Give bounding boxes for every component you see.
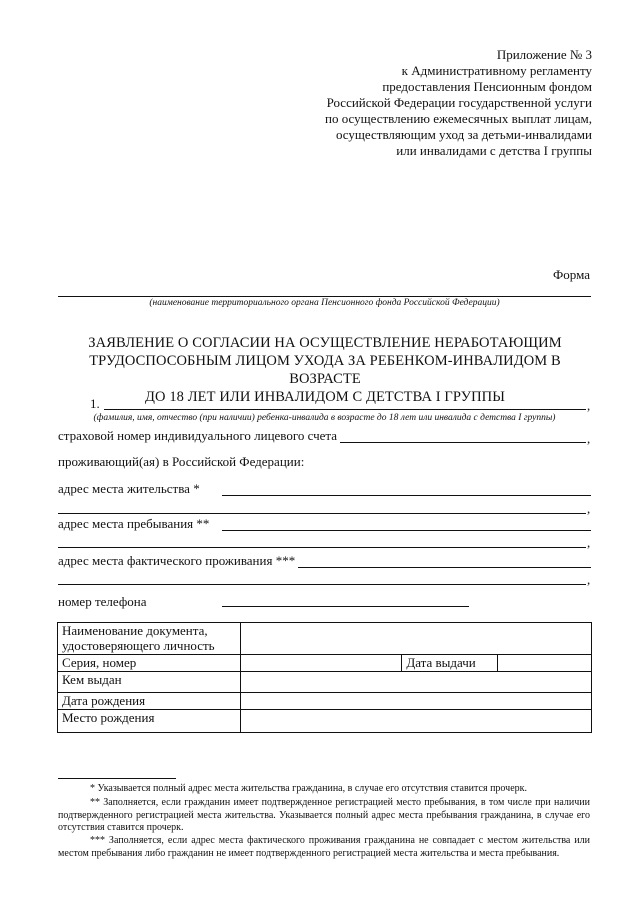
comma: , [587,431,591,446]
org-name-line[interactable] [58,296,591,297]
title-line: ЗАЯВЛЕНИЕ О СОГЛАСИИ НА ОСУЩЕСТВЛЕНИЕ НЕРАБОТАЮЩИМ [88,335,562,351]
footnote-3: *** Заполняется, если адрес места фактического проживания гражданина не совпадает с местом жительства или местом пребывания либо гражданин не имеет подтвержденного регистрацией места жительства и места пребывания. [58,835,590,859]
actual-line[interactable] [298,567,591,568]
appendix-header [325,47,592,159]
stay-line-2[interactable] [58,547,586,548]
residence-line[interactable] [222,495,591,496]
id-document-table [57,622,592,733]
appendix-line: к Административному регламенту [401,63,592,78]
child-name-line[interactable] [104,409,586,410]
doc-name-cell[interactable] [240,623,591,655]
birth-place-label: Место рождения [58,710,241,733]
issued-by-label: Кем выдан [58,672,241,693]
series-number-label: Серия, номер [58,655,241,672]
document-title [60,334,590,406]
footnote-2: ** Заполняется, если гражданин имеет подтвержденное регистрацией место пребывания, в том числе при наличии подтвержденного регистрацией места жительства. Указывается полный адрес места пребывания гражданина, в случае его отсутствия ставится прочерк. [58,797,590,833]
title-line: ДО 18 ЛЕТ ИЛИ ИНВАЛИДОМ С ДЕТСТВА I ГРУППЫ [145,389,505,405]
issued-by-cell[interactable] [240,672,591,693]
residence-label: адрес места жительства * [58,481,200,496]
title-line: ТРУДОСПОСОБНЫМ ЛИЦОМ УХОДА ЗА РЕБЕНКОМ-ИНВАЛИДОМ В ВОЗРАСТЕ [89,353,561,387]
appendix-line: предоставления Пенсионным фондом [382,79,592,94]
actual-label: адрес места фактического проживания *** [58,553,296,568]
footnote-divider [58,778,176,779]
snils-label: страховой номер индивидуального лицевого счета [58,428,338,443]
table-row [58,710,592,733]
org-caption: (наименование территориального органа Пенсионного фонда Российской Федерации) [149,298,500,308]
table-row [58,655,592,672]
residing-label: проживающий(ая) в Российской Федерации: [58,454,305,469]
comma: , [587,501,591,516]
appendix-line: Российской Федерации государственной услуги [326,95,592,110]
residence-line-2[interactable] [58,513,586,514]
issue-date-label: Дата выдачи [402,655,498,672]
phone-label: номер телефона [58,594,147,609]
child-caption: (фамилия, имя, отчество (при наличии) ребенка-инвалида в возрасте до 18 лет или инвалида с детства I группы) [93,413,556,423]
actual-line-2[interactable] [58,584,586,585]
table-row [58,623,592,655]
table-row [58,693,592,710]
comma: , [587,572,591,587]
series-number-cell[interactable] [240,655,402,672]
footnote-1: * Указывается полный адрес места жительства гражданина, в случае его отсутствия ставится прочерк. [90,783,527,794]
issue-date-cell[interactable] [498,655,592,672]
appendix-line: Приложение № 3 [496,47,592,62]
table-row [58,672,592,693]
stay-label: адрес места пребывания ** [58,516,210,531]
item-number: 1. [90,396,100,411]
appendix-line: осуществляющим уход за детьми-инвалидами [335,127,592,142]
snils-line[interactable] [340,442,586,443]
appendix-line: по осуществлению ежемесячных выплат лицам, [324,111,592,126]
comma: , [587,398,591,413]
phone-line[interactable] [222,606,469,607]
birth-place-cell[interactable] [240,710,591,733]
form-label: Форма [553,267,590,282]
stay-line[interactable] [222,530,591,531]
birth-date-cell[interactable] [240,693,591,710]
doc-name-label: Наименование документа, удостоверяющего личность [58,623,241,655]
appendix-line: или инвалидами с детства I группы [396,143,592,158]
birth-date-label: Дата рождения [58,693,241,710]
comma: , [587,535,591,550]
